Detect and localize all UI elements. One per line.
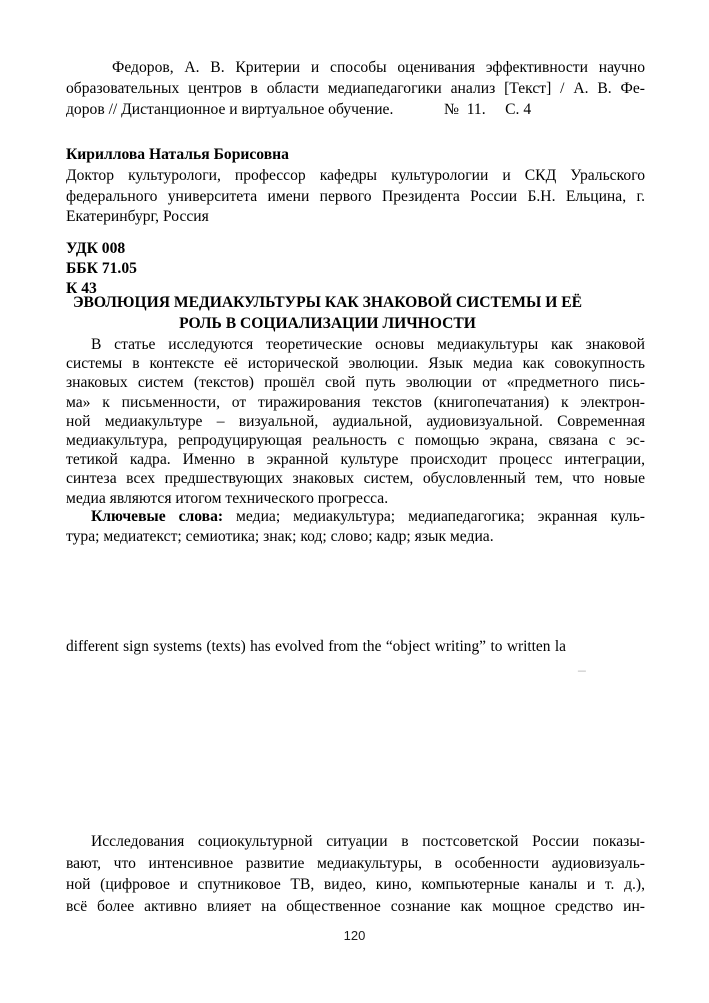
bbk-code: ББК 71.05 (66, 260, 137, 278)
text-line: ной медиакультуре – визуальной, аудиальной, аудиовизуальной. Современная (66, 412, 645, 430)
article-title (66, 293, 589, 335)
body-paragraph (66, 831, 645, 917)
keywords-text: медиа; медиакультура; медиапедагогика; экранная куль- (223, 508, 646, 525)
text-line: медиакультура, репродуцирующая реальность с помощью экрана, связана с эс- (66, 432, 645, 450)
text-line: федерального университета имени первого Президента России Б.Н. Ельцина, г. (66, 187, 645, 205)
abstract-paragraph (66, 335, 645, 508)
text-line: доров // Дистанционное и виртуальное обучение. № 11. С. 4 (66, 100, 532, 118)
text-line: В статье исследуются теоретические основы медиакультуры как знаковой (91, 336, 645, 353)
page-footer (0, 928, 709, 943)
text-line: РОЛЬ В СОЦИАЛИЗАЦИИ ЛИЧНОСТИ (179, 314, 476, 332)
text-line: ма» к письменности, от тиражирования текстов (книгопечатания) к электрон- (66, 393, 645, 411)
text-line: Федоров, А. В. Критерии и способы оценивания эффективности научно (112, 59, 645, 76)
text-line: тетикой кадра. Именно в экранной культуре происходит процесс интеграции, (66, 451, 645, 469)
english-text-line: different sign systems (texts) has evolved from the “object writing” to written la (66, 638, 566, 655)
author-block (66, 145, 645, 228)
author-affiliation (66, 166, 645, 228)
english-fragment (66, 637, 566, 657)
keywords-line-1 (66, 507, 645, 527)
author-sign-code: К 43 (66, 280, 97, 298)
text-line: медиа являются итогом технического прогресса. (66, 489, 389, 507)
text-line: синтеза всех предшествующих знаковых систем, обусловленный тем, что новые (66, 470, 645, 488)
text-line: ной (цифровое и спутниковое ТВ, видео, кино, компьютерные каналы и т. д.), (66, 876, 645, 894)
text-line: ЭВОЛЮЦИЯ МЕДИАКУЛЬТУРЫ КАК ЗНАКОВОЙ СИСТЕМЫ И ЕЁ (72, 294, 583, 311)
text-line: системы в контексте её исторической эволюции. Язык медиа как совокупность (66, 355, 645, 373)
page-number: 120 (343, 928, 366, 943)
udk-code: УДК 008 (66, 240, 126, 257)
text-line: образовательных центров в области медиапедагогики анализ [Текст] / А. В. Фе- (66, 79, 645, 97)
text-line: Екатеринбург, Россия (66, 208, 209, 226)
text-line: всё более активно влияет на общественное сознание как мощное средство ин- (66, 897, 645, 915)
keywords-block (66, 507, 645, 547)
keywords-line-2: тура; медиатекст; семиотика; знак; код; слово; кадр; язык медиа. (66, 528, 494, 545)
text-line: вают, что интенсивное развитие медиакультуры, в особенности аудиовизуаль- (66, 854, 645, 872)
text-line: Исследования социокультурной ситуации в постсоветской России показы- (91, 833, 645, 850)
text-line: знаковых систем (текстов) прошёл свой путь эволюции от «предметного пись- (66, 374, 645, 392)
text-line: Доктор культурологи, профессор кафедры культурологии и СКД Уральского (66, 166, 645, 184)
citation-reference (66, 58, 645, 120)
redacted-text-dash: – (578, 662, 586, 679)
keywords-label: Ключевые слова: (91, 508, 224, 525)
classification-block (66, 239, 645, 300)
author-name: Кириллова Наталья Борисовна (66, 146, 289, 163)
